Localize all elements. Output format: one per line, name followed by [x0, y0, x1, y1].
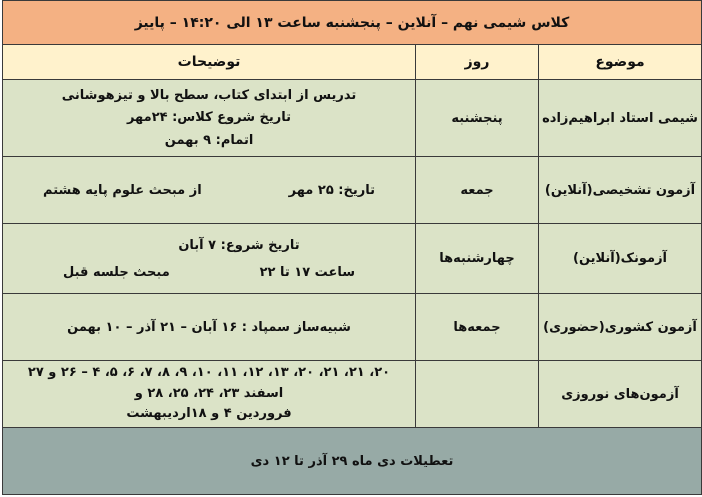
- row-day: [415, 361, 538, 427]
- description-line: فروردین ۴ و ۱۸اردیبهشت: [126, 406, 292, 422]
- table-row: [3, 157, 701, 224]
- table-row: [3, 294, 701, 361]
- description-second-line: [43, 265, 375, 280]
- description-topic: از مبحث علوم پایه هشتم: [43, 182, 202, 198]
- row-description: شبیه‌ساز سمپاد : ۱۶ آبان – ۲۱ آذر – ۱۰ بهمن: [67, 319, 351, 335]
- description-topic: مبحث جلسه قبل: [63, 264, 170, 280]
- header-topic: موضوع: [538, 45, 701, 79]
- row-topic: شیمی استاد ابراهیم‌زاده: [538, 80, 701, 156]
- table-row: [3, 361, 701, 428]
- description-line: ۲۰، ۲۱، ۲۱، ۲۰، ۱۳، ۱۲، ۱۱، ۱۰، ۹، ۸، ۷، ۶، ۵، ۴ – ۲۶ و ۲۷ اسفند ۲۳، ۲۴، ۲۵، ۲۸ و: [27, 364, 391, 401]
- row-description: [3, 80, 415, 156]
- table-header-row: [3, 45, 701, 80]
- row-topic: آزمون تشخیصی(آنلاین): [538, 157, 701, 223]
- description-start-date: تاریخ شروع: ۷ آبان: [178, 237, 300, 253]
- description-time: ساعت ۱۷ تا ۲۲: [259, 264, 355, 280]
- row-description: [3, 157, 415, 223]
- description-date: تاریخ: ۲۵ مهر: [288, 182, 375, 198]
- row-description: [3, 361, 415, 427]
- footer-row: [3, 428, 701, 494]
- row-topic: آزمون‌های نوروزی: [538, 361, 701, 427]
- description-line: تدریس از ابتدای کتاب، سطح بالا و تیزهوشانی: [61, 87, 357, 103]
- header-day: روز: [415, 45, 538, 79]
- row-day: پنجشنبه: [415, 80, 538, 156]
- table-row: [3, 224, 701, 294]
- row-topic: آزمون کشوری(حضوری): [538, 294, 701, 360]
- row-topic: آزمونک(آنلاین): [538, 224, 701, 293]
- schedule-table: [2, 0, 702, 495]
- table-row: [3, 80, 701, 157]
- row-day: جمعه‌ها: [415, 294, 538, 360]
- description-line: تاریخ شروع کلاس: ۲۴مهر: [126, 110, 292, 126]
- table-title-row: [3, 1, 701, 45]
- row-description: [3, 224, 415, 293]
- description-line: اتمام: ۹ بهمن: [164, 132, 254, 148]
- page-title: کلاس شیمی نهم – آنلاین – پنجشنبه ساعت ۱۳ الی ۱۴:۲۰ – پاییز: [134, 14, 570, 31]
- holiday-note: تعطیلات دی ماه ۲۹ آذر تا ۱۲ دی: [250, 453, 454, 469]
- row-day: چهارشنبه‌ها: [415, 224, 538, 293]
- header-description: توضیحات: [177, 54, 241, 70]
- row-day: جمعه: [415, 157, 538, 223]
